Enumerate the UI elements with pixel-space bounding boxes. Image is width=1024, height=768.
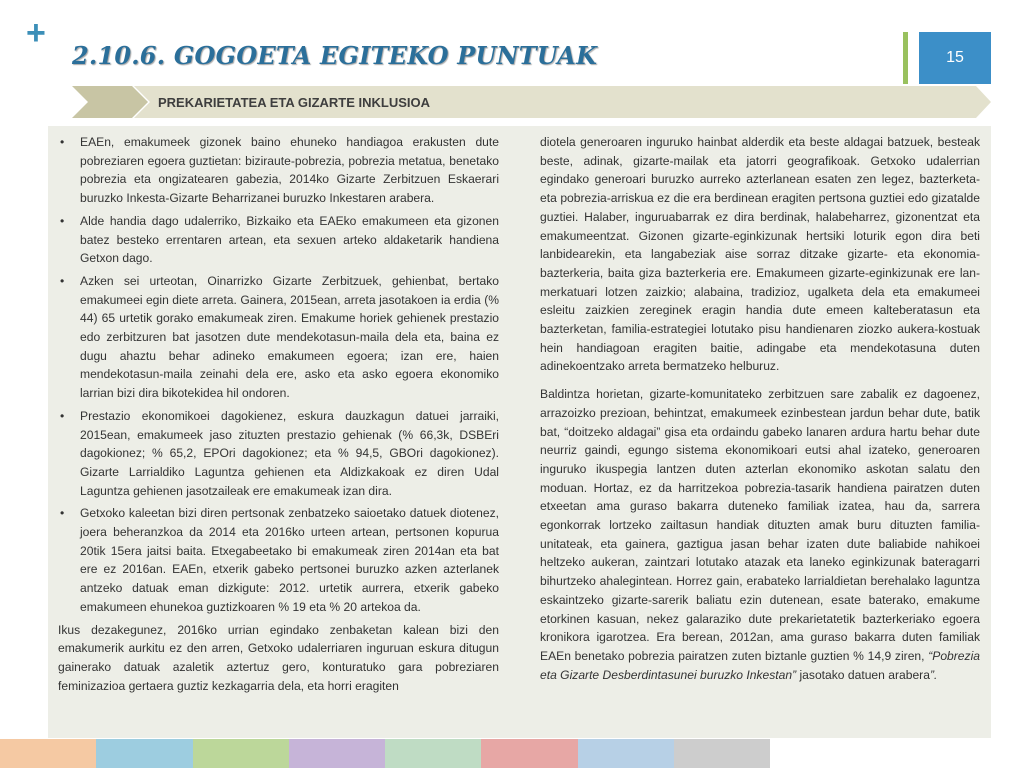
- bullet-list: [58, 133, 499, 617]
- footer-color-strip: [0, 739, 770, 768]
- footer-strip-segment: [674, 739, 770, 768]
- footer-strip-segment: [193, 739, 289, 768]
- paragraph-2-final-mark: ”.: [929, 667, 938, 682]
- paragraph-2: [540, 385, 980, 684]
- paragraph-2-citation: “Pobrezia eta Gizarte Desberdintasunei buruzko Inkestan”: [540, 648, 980, 682]
- page-number: 15: [919, 32, 991, 84]
- bullet-item: [58, 272, 499, 403]
- right-column: [540, 133, 980, 693]
- bullet-text: Getxoko kaleetan bizi diren pertsonak zenbatzeko saioetako datuek diotenez, joera beheranzkoa da 2014 eta 2016ko urteen artean, pertsonen kopurua 20tik 15era jaitsi baita. Etxegabeetako bi emakumeak ziren 2014an eta bat ere ez 2016an. EAEn, etxerik gabeko pertsonei buruzko azken azterlanek antzeko datuak eman dizkigute: 2012. urtetik aurrera, etxerik gabeko emakumeen ehunekoa guztizkoaren % 19 eta % 20 artekoa da.: [80, 506, 499, 614]
- bullet-item: [58, 504, 499, 616]
- bullet-icon: •: [60, 213, 65, 228]
- paragraph-1: diotela generoaren inguruko hainbat alderdik eta beste aldagai batzuek, besteak beste, adinak, gizarte-mailak eta jatorri geografikoak. Getxoko udalerrian egindako generoari buruzko aurreko azterlanean esaten zen legez, bazterketa- eta pobrezia-arriskua ez die era berdinean eragiten pertsona guztiei edo gizatalde guztiei. Halaber, inguruabarrak ez dira berdinak, halabeharrez, gizonentzat eta emakumeentzat. Gizonen gizarte-eginkizunak hertsiki loturik egon dira beti lanbidearekin, eta langabeziak aise sorraz ditzake gizarte- eta ekonomia-bazterkeria, baita giza bazterkeria ere. Emakumeen gizarte-eginkizunak ere lan-merkatuari lotzen zaizkio; alabaina, tradizioz, ugalketa dela eta emakumeei esleitu zaizkien zereginek eragin handia dute emeen kalteberatasun eta bazterketan, familia-estrategiei lotutako pisu handienaren ziozko aukera-kostuak hein handiagoan eragiten baitie, adingabe eta mendekotasuna duten adinekoentzako arreta bermatzeko helburuz.: [540, 135, 980, 374]
- bullet-text: Azken sei urteotan, Oinarrizko Gizarte Zerbitzuek, gehienbat, bertako emakumeei egin diete arreta. Gainera, 2015ean, arreta jasotakoen ia erdia (% 44) 65 urtetik gorako emakumeak ziren. Emakume horiek gehienek prestazio edo zerbitzuren bat jasotzen dute mendekotasun-maila dela eta, baina ez dugu ahaztu behar adineko emakumeen egoera; izan ere, haien mendekotasun-maila zeinahi dela ere, asko eta asko egoera ekonomiko larrian bizi dira bikotekidea hil ondoren.: [80, 273, 499, 401]
- section-banner-label: PREKARIETATEA ETA GIZARTE INKLUSIOA: [158, 95, 431, 110]
- closing-paragraph: Ikus dezakegunez, 2016ko urrian egindako zenbaketan kalean bizi den emakumerik aurkitu ez den arren, Getxoko udalerriaren inguruan eskura ditugun gainerako datuak azaletik aztertuz gero, konturatuko gara pobreziaren feminizazioa gertaera guztiz kezkagarria dela, eta horri eragiten: [58, 622, 499, 693]
- bullet-item: [58, 212, 499, 268]
- bullet-icon: •: [60, 135, 65, 149]
- left-column: [58, 133, 499, 701]
- bullet-text: Prestazio ekonomikoei dagokienez, eskura dauzkagun datuei jarraiki, 2015ean, emakumeek jaso zituzten prestazio gehienak (% 66,3k, DSBEri dagokionez; % 65,2, EPOri dagokionez; eta % 94,5, GBOri dagokionez). Gizarte Larrialdiko Laguntza gehienen eta Aldizkakoak ez diren Udal Laguntza gehienen jasotzaileak ere emakumeak izan dira.: [80, 408, 499, 498]
- footer-strip-segment: [578, 739, 674, 768]
- bullet-item: [58, 133, 499, 208]
- plus-icon: +: [26, 14, 46, 52]
- bullet-icon: •: [60, 506, 65, 521]
- footer-strip-segment: [289, 739, 385, 768]
- footer-strip-segment: [96, 739, 192, 768]
- footer-strip-segment: [0, 739, 96, 768]
- accent-divider: [903, 32, 908, 84]
- bullet-text: Alde handia dago udalerriko, Bizkaiko eta EAEko emakumeen eta gizonen batez besteko errentaren artean, eta sexuen arteko aldaketarik handiena Getxon dago.: [80, 213, 499, 266]
- bullet-text: EAEn, emakumeek gizonek baino ehuneko handiagoa erakusten dute pobreziaren egoera guztietan: biziraute-pobrezia, pobrezia metatua, benetako pobrezia eta ongizatearen gabezia, 2014ko Gizarte Zerbitzuen Eskaerari buruzko Inkesta-Gizarte Beharrizanei buruzko Inkestaren arabera.: [80, 135, 499, 206]
- footer-strip-segment: [385, 739, 481, 768]
- paragraph-2-tail: jasotako datuen arabera: [796, 667, 930, 682]
- page-title: 2.10.6. GOGOETA EGITEKO PUNTUAK: [72, 41, 598, 70]
- banner-chevron-dark: [72, 86, 148, 118]
- footer-strip-segment: [481, 739, 577, 768]
- bullet-icon: •: [60, 408, 65, 423]
- bullet-item: [58, 407, 499, 501]
- bullet-icon: •: [60, 273, 65, 288]
- paragraph-2-text: Baldintza horietan, gizarte-komunitateko zerbitzuen sare zabalik ez dagoenez, arrazoizko prezioan, behintzat, emakumeek ezinbestean jardun behar dute, batik bat, “doitzeko aldagai” gisa eta ordaindu gabeko lanaren ardura hartu behar dute neurriz gaindi, egungo sistema ekonomikoari eutsi ahal izateko, generoaren inguruko ikuspegia lantzen duten azterlan ekonomiko askotan salatu den moduan. Hortaz, ez da harritzekoa pobrezia-tasarik handiena pairatzen duten etxeetan ama guraso bakarra duteneko familiak izatea, hau da, sarrera egonkorrak lortzeko zailtasun handiak dituzten amak buru dituzten familia-unitateak, eta gainera, gaztigua jasan behar izaten dute baliabide nahikoei heltzeko aukeran, zaintzari lotutako atazak eta laneko eginkizunak bateragarri bihurtzeko ahalegintean. Horrez gain, erabateko larrialdietan berehalako laguntza eskaintzeko gizarte-sarerik baliatu ezin dutenean, esate baterako, emakume etorkinen kasuan, nekez galaraziko dute prekarietatetik bazterkeriako egoera kronikora igarotzea. Era berean, 2012an, ama guraso bakarra duten familiak EAEn benetako pobrezia pairatzen zuten biztanle guztien % 14,9 ziren,: [540, 387, 980, 663]
